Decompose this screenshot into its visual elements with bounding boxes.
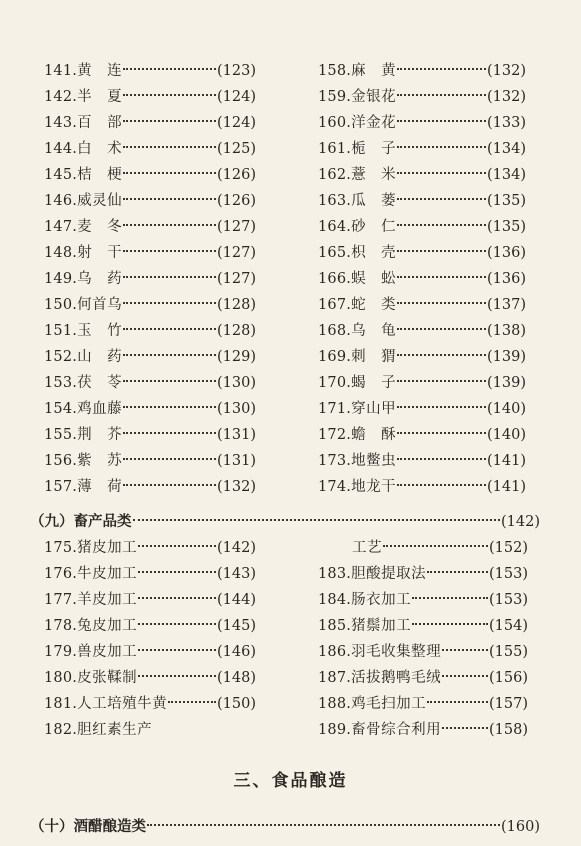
toc-entry [318, 110, 526, 136]
entry-name: 胆红素生产 [77, 722, 153, 738]
leader-dots [397, 302, 486, 304]
entry-page: (129) [217, 349, 256, 365]
entry-page: (150) [217, 696, 256, 712]
leader-dots [123, 354, 216, 356]
leader-dots [397, 432, 486, 434]
toc-entry [318, 422, 526, 448]
leader-dots [397, 198, 486, 200]
entry-page: (127) [217, 271, 256, 287]
toc-entry [318, 396, 526, 422]
entry-page: (145) [217, 618, 256, 634]
toc-entry [44, 110, 256, 136]
entry-page: (143) [217, 566, 256, 582]
toc-entry [318, 665, 528, 691]
entry-page: (127) [217, 219, 256, 235]
leader-dots [397, 354, 486, 356]
toc-entry [44, 162, 256, 188]
leader-dots [442, 649, 488, 651]
entry-page: (155) [489, 644, 528, 660]
leader-dots [123, 302, 216, 304]
toc-entry [44, 84, 256, 110]
leader-dots [397, 380, 486, 382]
leader-dots [427, 701, 488, 703]
toc-entry [318, 266, 526, 292]
leader-dots [123, 172, 216, 174]
entry-number: 163. [318, 193, 352, 209]
entry-number: 144. [44, 141, 78, 157]
entry-page: (138) [487, 323, 526, 339]
entry-name: 何首乌 [77, 297, 123, 313]
leader-dots [383, 545, 488, 547]
toc-entry [44, 717, 256, 743]
leader-dots [123, 406, 216, 408]
toc-entry [318, 162, 526, 188]
entry-number: 150. [44, 297, 78, 313]
entry-page: (146) [217, 644, 256, 660]
entry-number: 160. [318, 115, 352, 131]
entry-name: 地鳖虫 [351, 453, 397, 469]
toc-entry [44, 318, 256, 344]
chapter-heading: 三、食品酿造 [233, 771, 348, 791]
entry-name: 麻 黄 [351, 63, 397, 79]
entry-page: (135) [487, 219, 526, 235]
toc-entry [318, 639, 528, 665]
entry-number: 185. [318, 618, 352, 634]
entry-number: 162. [318, 167, 352, 183]
entry-name: 白 术 [77, 141, 123, 157]
leader-dots [397, 406, 486, 408]
toc-right-column [318, 58, 526, 500]
entry-name: 山 药 [77, 349, 123, 365]
entry-number: 155. [44, 427, 78, 443]
entry-page: (157) [489, 696, 528, 712]
toc-entry [318, 587, 528, 613]
leader-dots [133, 519, 501, 521]
entry-name: 蛇 类 [351, 297, 397, 313]
entry-number: 154. [44, 401, 78, 417]
entry-number: 142. [44, 89, 78, 105]
leader-dots [138, 571, 216, 573]
toc-entry [318, 188, 526, 214]
entry-page: (152) [489, 540, 528, 556]
toc-entry [44, 665, 256, 691]
entry-page: (132) [217, 479, 256, 495]
entry-name: 薏 米 [351, 167, 397, 183]
entry-name: 黄 连 [77, 63, 123, 79]
section-page: (142) [501, 514, 540, 530]
leader-dots [123, 276, 216, 278]
entry-number: 184. [318, 592, 352, 608]
entry-name: 洋金花 [351, 115, 397, 131]
leader-dots [138, 649, 216, 651]
toc-entry [44, 561, 256, 587]
entry-number: 169. [318, 349, 352, 365]
leader-dots [397, 94, 486, 96]
leader-dots [123, 94, 216, 96]
entry-name: 砂 仁 [351, 219, 397, 235]
entry-number: 156. [44, 453, 78, 469]
toc-entry [318, 613, 528, 639]
toc-entry [318, 370, 526, 396]
toc-entry [44, 535, 256, 561]
entry-page: (137) [487, 297, 526, 313]
section-page: (160) [501, 819, 540, 835]
entry-name: 荆 芥 [77, 427, 123, 443]
entry-number: 172. [318, 427, 352, 443]
toc-entry [44, 58, 256, 84]
entry-name: 金银花 [351, 89, 397, 105]
leader-dots [123, 146, 216, 148]
leader-dots [138, 623, 216, 625]
toc-entry [44, 344, 256, 370]
entry-name: 兽皮加工 [77, 644, 138, 660]
entry-page: (142) [217, 540, 256, 556]
entry-page: (136) [487, 271, 526, 287]
entry-name: 穿山甲 [351, 401, 397, 417]
entry-number: 167. [318, 297, 352, 313]
leader-dots [397, 484, 486, 486]
entry-page: (153) [489, 592, 528, 608]
leader-dots [397, 146, 486, 148]
entry-name: 玉 竹 [77, 323, 123, 339]
entry-name: 蝎 子 [351, 375, 397, 391]
entry-name: 肠衣加工 [351, 592, 412, 608]
entry-page: (127) [217, 245, 256, 261]
leader-dots [397, 458, 486, 460]
entry-number: 149. [44, 271, 78, 287]
entry-number: 176. [44, 566, 78, 582]
entry-name: 工艺 [352, 540, 382, 556]
toc-entry [44, 292, 256, 318]
entry-name: 鸡毛扫加工 [351, 696, 427, 712]
entry-name: 皮张鞣制 [77, 670, 138, 686]
toc-entry [318, 292, 526, 318]
leader-dots [123, 68, 216, 70]
section-label: （十）酒醋酿造类 [30, 818, 146, 835]
toc-entry [44, 136, 256, 162]
entry-page: (128) [217, 297, 256, 313]
entry-name: 羽毛收集整理 [351, 644, 442, 660]
leader-dots [138, 675, 216, 677]
entry-number: 189. [318, 722, 352, 738]
leader-dots [138, 545, 216, 547]
toc-entry [318, 136, 526, 162]
entry-name: 活拔鹅鸭毛绒 [351, 670, 442, 686]
entry-page: (141) [487, 479, 526, 495]
entry-number: 164. [318, 219, 352, 235]
toc-entry [44, 613, 256, 639]
toc-entry [318, 448, 526, 474]
entry-page: (139) [487, 375, 526, 391]
toc-entry [44, 587, 256, 613]
entry-number: 179. [44, 644, 78, 660]
entry-page: (130) [217, 401, 256, 417]
entry-number: 158. [318, 63, 352, 79]
entry-page: (124) [217, 89, 256, 105]
entry-page: (130) [217, 375, 256, 391]
toc-entry [318, 691, 528, 717]
entry-number: 165. [318, 245, 352, 261]
entry-name: 威灵仙 [77, 193, 123, 209]
leader-dots [412, 597, 488, 599]
entry-page: (123) [217, 63, 256, 79]
entry-number: 187. [318, 670, 352, 686]
leader-dots [123, 380, 216, 382]
entry-page: (135) [487, 193, 526, 209]
entry-name: 百 部 [77, 115, 123, 131]
toc-entry [318, 318, 526, 344]
toc-entry [318, 717, 528, 743]
leader-dots [397, 68, 486, 70]
leader-dots [123, 250, 216, 252]
entry-name: 畜骨综合利用 [351, 722, 442, 738]
toc-entry [44, 691, 256, 717]
entry-number: 161. [318, 141, 352, 157]
section-heading-10 [30, 814, 540, 840]
entry-number: 173. [318, 453, 352, 469]
entry-page: (132) [487, 63, 526, 79]
entry-name: 栀 子 [351, 141, 397, 157]
leader-dots [412, 623, 488, 625]
toc-entry [44, 422, 256, 448]
entry-page: (158) [489, 722, 528, 738]
entry-name: 瓜 蒌 [351, 193, 397, 209]
entry-page: (131) [217, 453, 256, 469]
entry-page: (136) [487, 245, 526, 261]
entry-number: 157. [44, 479, 78, 495]
entry-name: 胆酸提取法 [351, 566, 427, 582]
toc-entry [44, 448, 256, 474]
leader-dots [397, 224, 486, 226]
entry-page: (125) [217, 141, 256, 157]
entry-number: 145. [44, 167, 78, 183]
entry-number: 188. [318, 696, 352, 712]
entry-number: 146. [44, 193, 78, 209]
leader-dots [442, 675, 488, 677]
entry-number: 166. [318, 271, 352, 287]
entry-number: 183. [318, 566, 352, 582]
entry-number: 159. [318, 89, 352, 105]
entry-number: 143. [44, 115, 78, 131]
entry-page: (134) [487, 141, 526, 157]
entry-name: 猪鬃加工 [351, 618, 412, 634]
entry-page: (140) [487, 401, 526, 417]
entry-page: (144) [217, 592, 256, 608]
entry-name: 桔 梗 [77, 167, 123, 183]
leader-dots [442, 727, 488, 729]
leader-dots [397, 276, 486, 278]
leader-dots [427, 571, 488, 573]
entry-name: 射 干 [77, 245, 123, 261]
toc-entry [318, 84, 526, 110]
toc-entry [318, 474, 526, 500]
toc-right-column-2 [318, 561, 528, 743]
leader-dots [123, 120, 216, 122]
entry-name: 半 夏 [77, 89, 123, 105]
entry-name: 麦 冬 [77, 219, 123, 235]
entry-page: (131) [217, 427, 256, 443]
entry-name: 紫 苏 [77, 453, 123, 469]
entry-number: 168. [318, 323, 352, 339]
entry-page: (124) [217, 115, 256, 131]
entry-name: 薄 荷 [77, 479, 123, 495]
entry-number: 151. [44, 323, 78, 339]
leader-dots [123, 432, 216, 434]
leader-dots [123, 198, 216, 200]
entry-name: 地龙干 [351, 479, 397, 495]
leader-dots [147, 824, 500, 826]
toc-entry [44, 214, 256, 240]
entry-page: (126) [217, 193, 256, 209]
toc-entry [318, 344, 526, 370]
leader-dots [397, 172, 486, 174]
toc-entry [318, 561, 528, 587]
entry-number: 148. [44, 245, 78, 261]
entry-name: 猪皮加工 [77, 540, 138, 556]
entry-number: 181. [44, 696, 78, 712]
entry-name: 蟾 酥 [351, 427, 397, 443]
entry-page: (134) [487, 167, 526, 183]
toc-entry [44, 266, 256, 292]
entry-number: 141. [44, 63, 78, 79]
entry-number: 186. [318, 644, 352, 660]
entry-number: 177. [44, 592, 78, 608]
leader-dots [397, 120, 486, 122]
entry-name: 兔皮加工 [77, 618, 138, 634]
toc-entry [44, 370, 256, 396]
entry-page: (132) [487, 89, 526, 105]
toc-entry [318, 240, 526, 266]
leader-dots [397, 250, 486, 252]
entry-page: (141) [487, 453, 526, 469]
entry-name: 羊皮加工 [77, 592, 138, 608]
entry-page: (140) [487, 427, 526, 443]
entry-page: (148) [217, 670, 256, 686]
entry-number: 153. [44, 375, 78, 391]
leader-dots [397, 328, 486, 330]
leader-dots [123, 328, 216, 330]
section-label: （九）畜产品类 [30, 513, 132, 530]
entry-number: 180. [44, 670, 78, 686]
entry-page: (154) [489, 618, 528, 634]
toc-entry [352, 535, 528, 561]
toc-entry [318, 214, 526, 240]
leader-dots [138, 597, 216, 599]
entry-number: 174. [318, 479, 352, 495]
toc-entry [44, 474, 256, 500]
leader-dots [123, 484, 216, 486]
toc-entry [44, 639, 256, 665]
entry-name: 乌 药 [77, 271, 123, 287]
leader-dots [123, 224, 216, 226]
toc-continuation [352, 535, 528, 561]
entry-page: (139) [487, 349, 526, 365]
entry-page: (133) [487, 115, 526, 131]
entry-name: 枳 壳 [351, 245, 397, 261]
entry-name: 刺 猬 [351, 349, 397, 365]
entry-number: 147. [44, 219, 78, 235]
entry-name: 牛皮加工 [77, 566, 138, 582]
entry-name: 蜈 蚣 [351, 271, 397, 287]
toc-entry [44, 396, 256, 422]
toc-entry [44, 188, 256, 214]
section-heading-9 [30, 509, 540, 535]
leader-dots [168, 701, 216, 703]
entry-number: 178. [44, 618, 78, 634]
entry-number: 182. [44, 722, 78, 738]
entry-number: 170. [318, 375, 352, 391]
entry-name: 鸡血藤 [77, 401, 123, 417]
entry-page: (153) [489, 566, 528, 582]
leader-dots [123, 458, 216, 460]
entry-number: 152. [44, 349, 78, 365]
entry-name: 乌 龟 [351, 323, 397, 339]
entry-number: 171. [318, 401, 352, 417]
entry-name: 茯 苓 [77, 375, 123, 391]
toc-entry [318, 58, 526, 84]
toc-left-column [44, 58, 256, 500]
entry-name: 人工培殖牛黄 [77, 696, 168, 712]
entry-page: (126) [217, 167, 256, 183]
toc-left-column-2 [44, 535, 256, 743]
entry-page: (156) [489, 670, 528, 686]
entry-page: (128) [217, 323, 256, 339]
entry-number: 175. [44, 540, 78, 556]
toc-entry [44, 240, 256, 266]
